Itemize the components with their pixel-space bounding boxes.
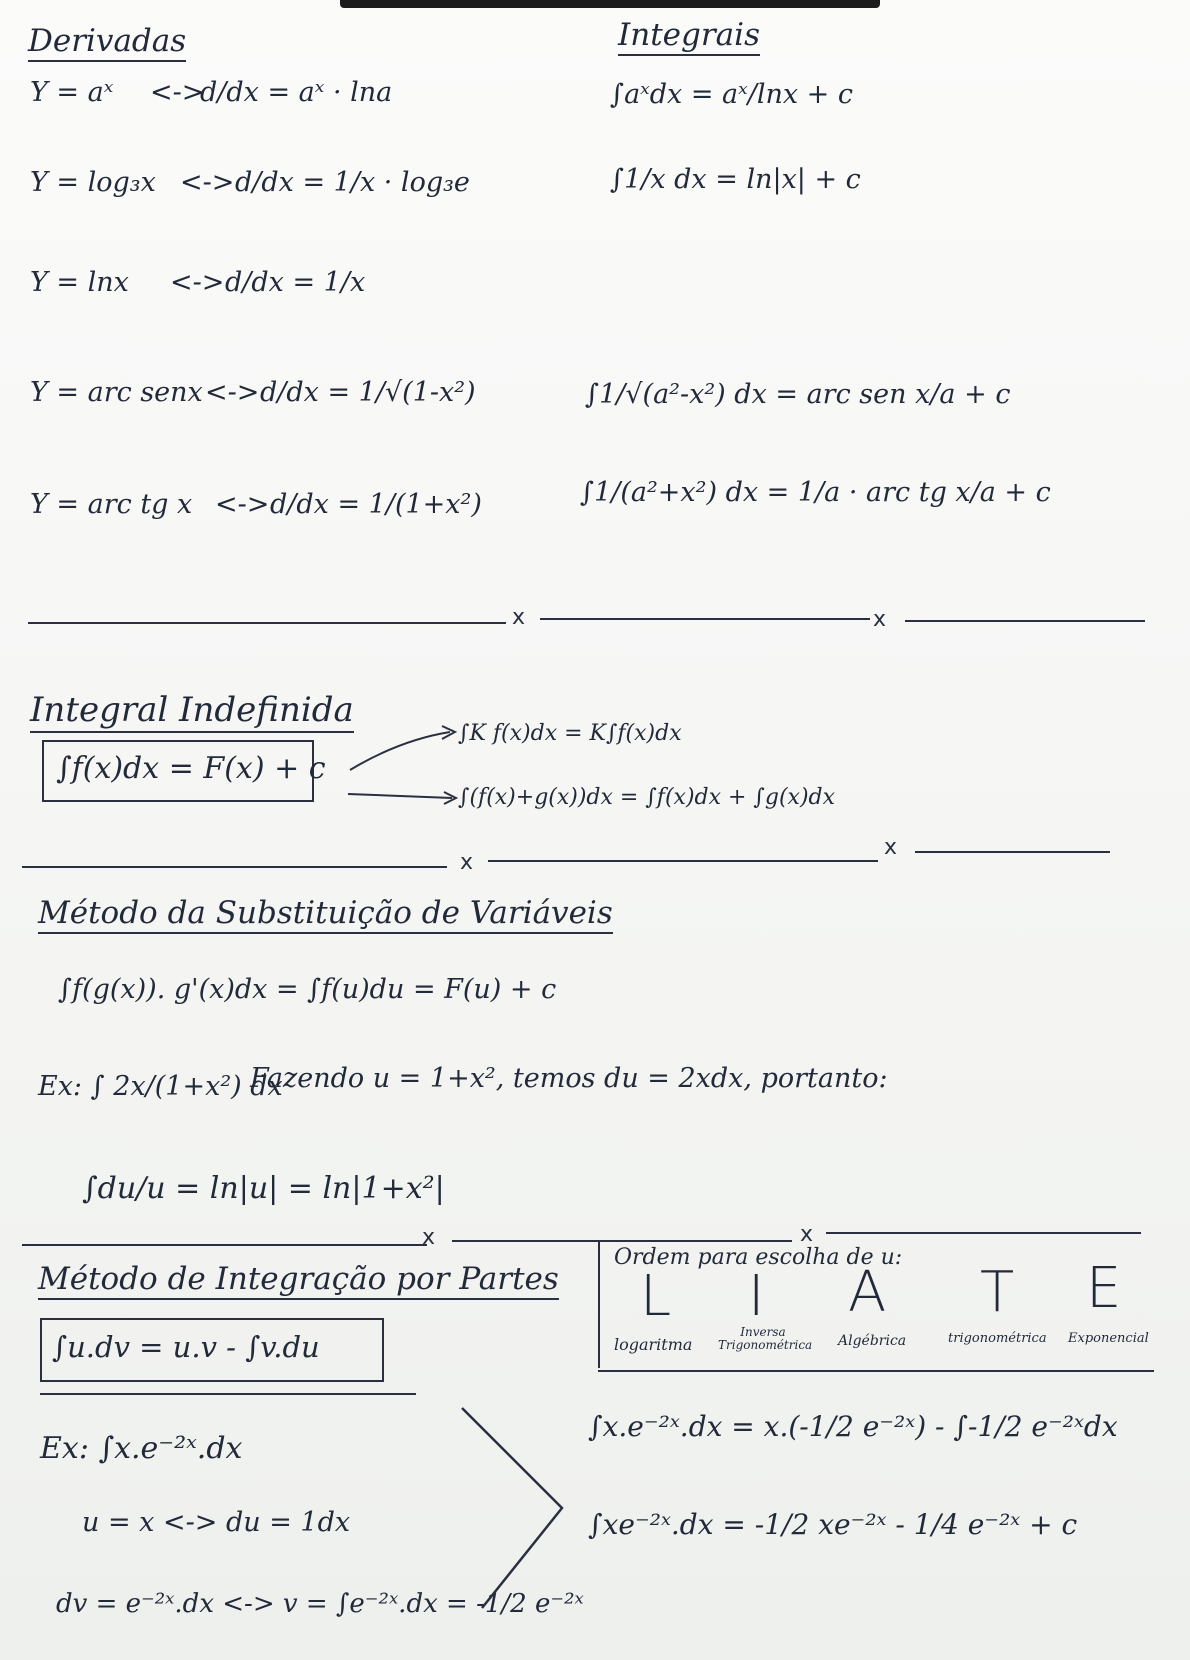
substituicao-formula: ∫f(g(x)). g'(x)dx = ∫f(u)du = F(u) + c <box>58 974 557 1005</box>
indefinida-prop-1: ∫K f(x)dx = K∫f(x)dx <box>458 721 682 746</box>
deriv-arrow-2: <-> <box>180 167 235 198</box>
deriv-arrow-5: <-> <box>215 489 270 520</box>
chevron-right-stroke <box>462 1408 562 1608</box>
partes-title: Método de Integração por Partes <box>38 1262 559 1300</box>
substituicao-example: Ex: ∫ 2x/(1+x²) dx <box>38 1071 283 1102</box>
liate-letter-a: A <box>848 1260 887 1325</box>
deriv-fn-5: Y = arc tg x <box>30 489 193 520</box>
liate-letter-l: L <box>640 1264 672 1329</box>
deriv-arrow-4: <-> <box>205 377 260 408</box>
deriv-fn-1: Y = aˣ <box>30 77 114 108</box>
integrais-title: Integrais <box>618 18 760 56</box>
liate-heading: Ordem para escolha de u: <box>614 1245 903 1270</box>
liate-label-inversa: Inversa Trigonométrica <box>718 1325 813 1353</box>
deriv-result-4: d/dx = 1/√(1-x²) <box>260 377 476 408</box>
liate-letter-t: T <box>980 1260 1015 1325</box>
indefinida-title: Integral Indefinida <box>30 692 354 733</box>
deriv-fn-2: Y = log₃x <box>30 167 156 198</box>
integral-row-3: ∫1/√(a²-x²) dx = arc sen x/a + c <box>585 379 1011 410</box>
liate-label-exponencial: Exponencial <box>1068 1331 1149 1346</box>
separator-mark: x <box>512 605 526 630</box>
integral-row-4: ∫1/(a²+x²) dx = 1/a · arc tg x/a + c <box>580 477 1051 508</box>
deriv-result-5: d/dx = 1/(1+x²) <box>270 489 482 520</box>
partes-formula: ∫u.dv = u.v - ∫v.du <box>52 1330 320 1364</box>
deriv-result-3: d/dx = 1/x <box>225 267 366 298</box>
liate-letter-e: E <box>1086 1256 1122 1321</box>
indefinida-prop-2: ∫(f(x)+g(x))dx = ∫f(x)dx + ∫g(x)dx <box>458 785 836 810</box>
substituicao-result: ∫du/u = ln|u| = ln|1+x²| <box>82 1171 445 1206</box>
deriv-result-1: d/dx = aˣ · lna <box>200 77 393 108</box>
partes-example: Ex: ∫x.e⁻²ˣ.dx <box>40 1431 243 1466</box>
partes-step-1: ∫x.e⁻²ˣ.dx = x.(-1/2 e⁻²ˣ) - ∫-1/2 e⁻²ˣdx <box>588 1410 1118 1443</box>
arrow-stroke <box>350 732 450 770</box>
separator-mark: x <box>460 850 474 875</box>
separator-mark: x <box>800 1222 814 1247</box>
substituicao-title: Método da Substituição de Variáveis <box>38 896 613 934</box>
deriv-fn-4: Y = arc senx <box>30 377 203 408</box>
deriv-arrow-3: <-> <box>170 267 225 298</box>
liate-label-logaritma: logaritma <box>614 1335 693 1354</box>
separator-mark: x <box>884 835 898 860</box>
liate-letter-i: I <box>748 1264 765 1329</box>
partes-step-2: ∫xe⁻²ˣ.dx = -1/2 xe⁻²ˣ - 1/4 e⁻²ˣ + c <box>588 1508 1078 1541</box>
liate-label-trigonometrica: trigonométrica <box>948 1331 1047 1346</box>
integral-row-1: ∫aˣdx = aˣ/lnx + c <box>610 79 853 110</box>
separator-mark: x <box>422 1225 436 1250</box>
deriv-fn-3: Y = lnx <box>30 267 129 298</box>
derivadas-title: Derivadas <box>28 24 186 62</box>
deriv-result-2: d/dx = 1/x · log₃e <box>235 167 470 198</box>
deriv-arrow-1: <-> <box>150 77 205 108</box>
indefinida-formula: ∫f(x)dx = F(x) + c <box>56 751 326 786</box>
arrow-stroke <box>348 794 452 798</box>
integral-row-2: ∫1/x dx = ln|x| + c <box>610 164 861 195</box>
substituicao-explanation: Fazendo u = 1+x², temos du = 2xdx, portanto: <box>250 1063 888 1094</box>
liate-label-algebrica: Algébrica <box>838 1333 907 1349</box>
separator-mark: x <box>873 607 887 632</box>
partes-dv-line: dv = e⁻²ˣ.dx <-> v = ∫e⁻²ˣ.dx = -1/2 e⁻²ˣ <box>56 1589 584 1619</box>
partes-u-line: u = x <-> du = 1dx <box>82 1507 351 1538</box>
